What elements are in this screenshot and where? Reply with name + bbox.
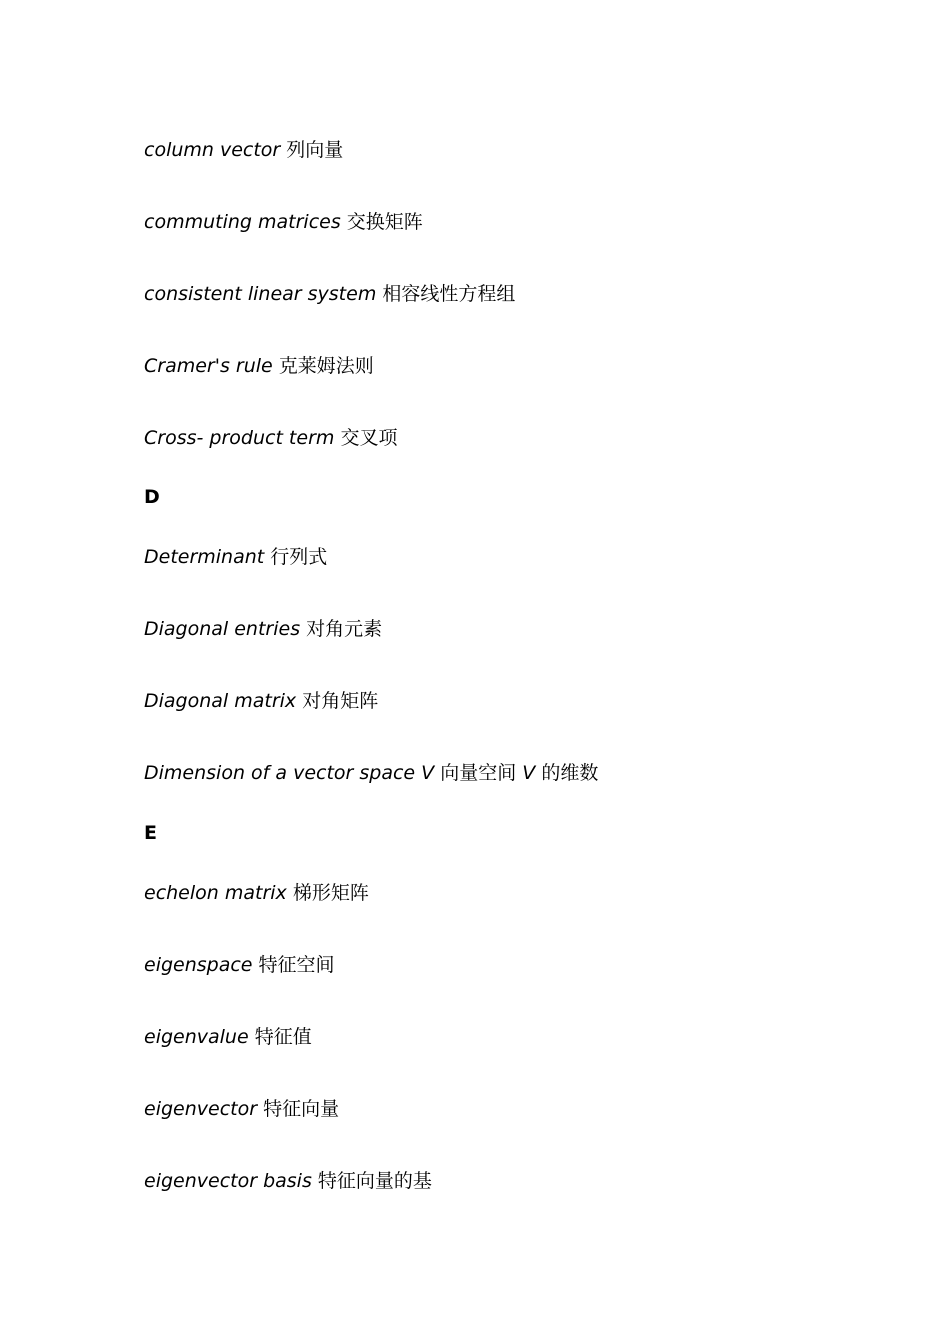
entry-term: commuting matrices <box>144 211 341 233</box>
entry-translation: 特征空间 <box>258 954 335 976</box>
entry-translation: 对角元素 <box>306 618 383 640</box>
glossary-entry <box>144 953 335 977</box>
glossary-entry <box>144 545 327 569</box>
entry-translation: 对角矩阵 <box>302 690 379 712</box>
entry-term: column vector <box>144 139 281 161</box>
entry-translation: 列向量 <box>286 139 344 161</box>
entry-translation-suffix: 的维数 <box>541 762 599 784</box>
entry-term: echelon matrix <box>144 882 287 904</box>
entry-term: Diagonal entries <box>144 618 301 640</box>
glossary-entry <box>144 1169 432 1193</box>
entry-term: consistent linear system <box>144 283 377 305</box>
glossary-entry <box>144 138 343 162</box>
entry-term: Cramer's rule <box>144 355 273 377</box>
entry-term-variable: V <box>522 762 536 784</box>
entry-term: eigenspace <box>144 954 253 976</box>
glossary-entry <box>144 881 369 905</box>
entry-translation: 特征向量的基 <box>317 1170 432 1192</box>
entry-term: Diagonal matrix <box>144 690 297 712</box>
entry-term: eigenvector basis <box>144 1170 312 1192</box>
entry-translation: 交叉项 <box>340 427 398 449</box>
entry-translation: 行列式 <box>270 546 328 568</box>
glossary-entry <box>144 617 382 641</box>
entry-translation: 特征值 <box>254 1026 312 1048</box>
glossary-entry <box>144 354 374 378</box>
entry-term: eigenvalue <box>144 1026 249 1048</box>
glossary-entry <box>144 761 598 785</box>
glossary-entry <box>144 1097 339 1121</box>
entry-term: Determinant <box>144 546 265 568</box>
glossary-entry <box>144 689 378 713</box>
entry-translation: 梯形矩阵 <box>292 882 369 904</box>
glossary-entry <box>144 282 515 306</box>
section-heading-d: D <box>144 486 160 508</box>
glossary-entry <box>144 426 397 450</box>
entry-translation: 相容线性方程组 <box>382 283 516 305</box>
entry-translation: 交换矩阵 <box>346 211 423 233</box>
entry-term: eigenvector <box>144 1098 258 1120</box>
entry-term: Cross- product term <box>144 427 335 449</box>
glossary-entry <box>144 1025 312 1049</box>
section-heading-e: E <box>144 822 157 844</box>
entry-translation: 向量空间 <box>440 762 517 784</box>
entry-translation: 特征向量 <box>263 1098 340 1120</box>
entry-translation: 克莱姆法则 <box>278 355 374 377</box>
glossary-entry <box>144 210 423 234</box>
entry-term: Dimension of a vector space V <box>144 762 435 784</box>
